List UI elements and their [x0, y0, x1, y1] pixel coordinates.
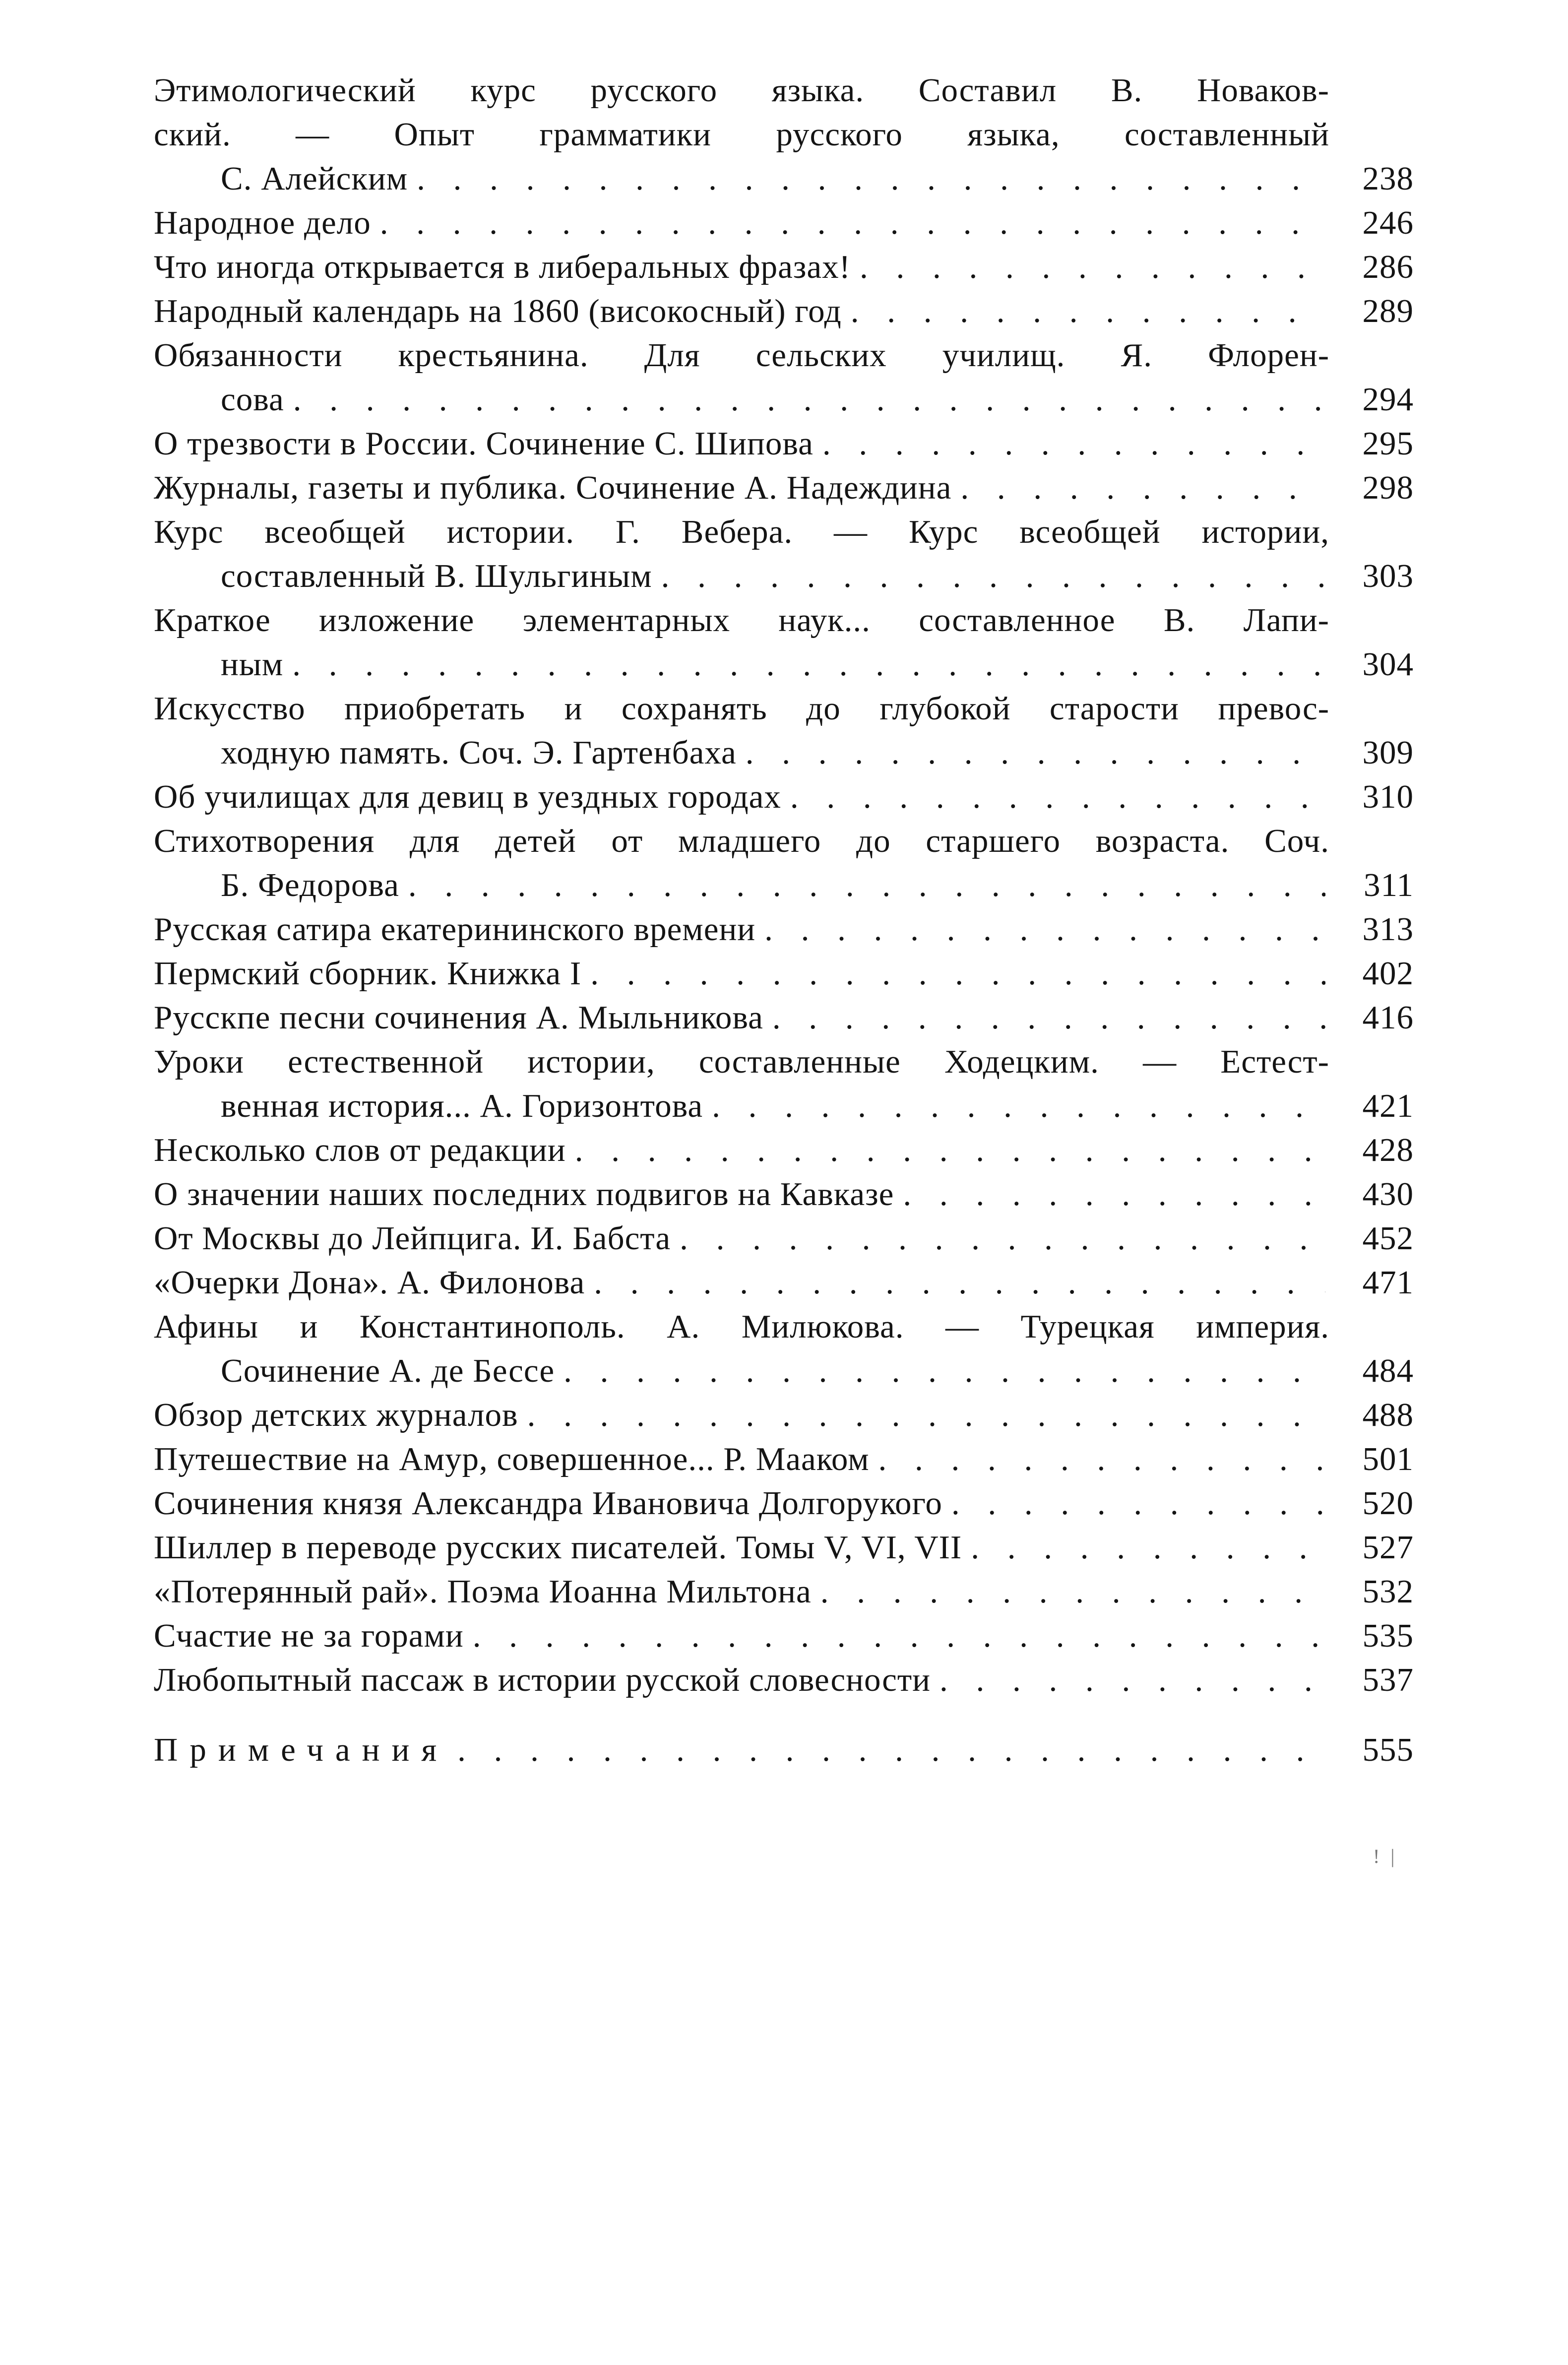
toc-entry-line: Искусство приобретать и сохранять до глубокой старости превос- [154, 690, 1329, 727]
toc-entry-title [154, 775, 1329, 819]
toc-entry-line: Стихотворения для детей от младшего до старшего возраста. Соч. [154, 823, 1329, 859]
dot-leader [457, 1728, 1325, 1772]
toc-entry-last-line [154, 1614, 1329, 1658]
toc-entry-page-number: 246 [1362, 204, 1414, 241]
toc-entry [154, 245, 1414, 289]
toc-entry-last-line [154, 642, 1329, 687]
toc-entry-last-line [154, 1128, 1329, 1172]
dot-leader [951, 1481, 1325, 1526]
toc-entry-page-number: 421 [1362, 1087, 1414, 1124]
toc-entry-line: ным [221, 646, 284, 683]
toc-entry-last-line [154, 201, 1329, 245]
dot-leader [860, 245, 1325, 289]
toc-entry-page-number: 535 [1362, 1617, 1414, 1654]
toc-entry-line: О значении наших последних подвигов на Кавказе [154, 1176, 894, 1213]
toc-entry-page-number: 304 [1362, 646, 1414, 683]
notes-line [154, 1728, 1329, 1772]
toc-entry-line: Б. Федорова [221, 867, 399, 903]
toc-entry-last-line [154, 863, 1329, 907]
toc-entry-title [154, 201, 1329, 245]
dot-leader [764, 907, 1325, 952]
toc-entry-last-line [154, 157, 1329, 201]
toc-entry-title [154, 1128, 1329, 1172]
toc-entry-line: Любопытный пассаж в истории русской словесности [154, 1662, 931, 1698]
dot-leader [822, 422, 1325, 466]
dot-leader [590, 952, 1325, 996]
toc-entry [154, 775, 1414, 819]
toc-entry-last-line [154, 466, 1329, 510]
toc-entry-last-line [154, 996, 1329, 1040]
toc-entry-title [154, 1570, 1329, 1614]
toc-entry [154, 687, 1414, 775]
toc-entry-line: Краткое изложение элементарных наук... составленное В. Лапи- [154, 602, 1329, 639]
toc-entry-page-number: 537 [1362, 1662, 1414, 1698]
toc-entry-title [154, 245, 1329, 289]
toc-entry-title [154, 1526, 1329, 1570]
toc-entry-last-line [154, 245, 1329, 289]
toc-entry [154, 201, 1414, 245]
toc-entry-line: ходную память. Соч. Э. Гартенбаха [221, 734, 737, 771]
toc-entry-title [154, 1658, 1329, 1702]
toc-entry-page-number: 532 [1362, 1573, 1414, 1610]
toc-entry [154, 1216, 1414, 1261]
toc-entry-line: Народный календарь на 1860 (високосный) год [154, 293, 842, 329]
toc-entry-page-number: 452 [1362, 1220, 1414, 1257]
toc-entry-line: Этимологический курс русского языка. Составил В. Новаков- [154, 72, 1329, 109]
toc-entry-title [154, 1216, 1329, 1261]
dot-leader [851, 289, 1325, 333]
toc-entry-title [154, 1261, 1329, 1305]
dot-leader [564, 1349, 1325, 1393]
toc-entry [154, 289, 1414, 333]
dot-leader [594, 1261, 1325, 1305]
toc-entry-line: составленный В. Шульгиным [221, 558, 652, 594]
toc-entry-title [154, 333, 1329, 422]
toc-entry-page-number: 501 [1362, 1441, 1414, 1477]
dot-leader [292, 642, 1325, 687]
toc-entry-last-line [154, 1658, 1329, 1702]
toc-entry-line: сова [221, 381, 284, 418]
toc-entry-line: Несколько слов от редакции [154, 1132, 566, 1168]
dot-leader [940, 1658, 1325, 1702]
toc-entry-title [154, 1437, 1329, 1481]
toc-entry-line: Сочинения князя Александра Ивановича Долгорукого [154, 1485, 942, 1522]
toc-entry-last-line [154, 289, 1329, 333]
toc-entry-title [154, 598, 1329, 687]
dot-leader [680, 1216, 1325, 1261]
toc-entry [154, 1614, 1414, 1658]
toc-entry [154, 1481, 1414, 1526]
toc-entry-last-line [154, 554, 1329, 598]
toc-entry-line: венная история... А. Горизонтова [221, 1087, 703, 1124]
toc-entry-line: Народное дело [154, 204, 371, 241]
dot-leader [878, 1437, 1325, 1481]
toc-entry-title [154, 68, 1329, 201]
toc-entry-last-line [154, 378, 1329, 422]
toc-entry-page-number: 402 [1362, 955, 1414, 992]
toc-entry-last-line [154, 1349, 1329, 1393]
toc-entry [154, 333, 1414, 422]
toc-entry-line: Афины и Константинополь. А. Милюкова. — Турецкая империя. [154, 1308, 1329, 1345]
dot-leader [380, 201, 1325, 245]
dot-leader [820, 1570, 1325, 1614]
toc-entry-page-number: 309 [1362, 734, 1414, 771]
toc-entry-title [154, 687, 1329, 775]
toc-entry-page-number: 527 [1362, 1529, 1414, 1566]
toc-entry [154, 1128, 1414, 1172]
toc-entry-page-number: 289 [1362, 293, 1414, 329]
dot-leader [960, 466, 1325, 510]
toc-entry-page-number: 471 [1362, 1264, 1414, 1301]
toc-entry-last-line [154, 1437, 1329, 1481]
dot-leader [661, 554, 1325, 598]
toc-entry [154, 598, 1414, 687]
toc-entry [154, 422, 1414, 466]
toc-entry [154, 1393, 1414, 1437]
toc-entry [154, 952, 1414, 996]
dot-leader [473, 1614, 1325, 1658]
toc-entry-page-number: 295 [1362, 425, 1414, 462]
margin-mark: ! | [1373, 1845, 1398, 1867]
toc-entry-title [154, 1481, 1329, 1526]
dot-leader [971, 1526, 1325, 1570]
toc-entries [154, 68, 1414, 1702]
toc-entry-last-line [154, 952, 1329, 996]
toc-entry-title [154, 819, 1329, 907]
toc-entry-line: Сочинение А. де Бессе [221, 1352, 555, 1389]
toc-entry-title [154, 422, 1329, 466]
toc-entry-page-number: 294 [1362, 381, 1414, 418]
toc-entry-title [154, 1305, 1329, 1393]
toc-entry-last-line [154, 1481, 1329, 1526]
toc-entry [154, 907, 1414, 952]
dot-leader [575, 1128, 1325, 1172]
toc-entry-last-line [154, 1393, 1329, 1437]
table-of-contents [154, 68, 1414, 1772]
toc-entry-line: Русская сатира екатерининского времени [154, 911, 756, 948]
toc-entry-line: Шиллер в переводе русских писателей. Томы V, VI, VII [154, 1529, 962, 1566]
toc-entry-title [154, 952, 1329, 996]
toc-entry-line: Что иногда открывается в либеральных фразах! [154, 249, 851, 285]
toc-entry-line: ский. — Опыт грамматики русского языка, составленный [154, 116, 1329, 153]
toc-entry-last-line [154, 1526, 1329, 1570]
toc-entry [154, 1172, 1414, 1216]
toc-entry-line: О трезвости в России. Сочинение С. Шипова [154, 425, 814, 462]
toc-entry-line: Курс всеобщей истории. Г. Вебера. — Курс всеобщей истории, [154, 513, 1329, 550]
toc-entry-page-number: 484 [1362, 1352, 1414, 1389]
toc-entry-line: Журналы, газеты и публика. Сочинение А. Надеждина [154, 469, 952, 506]
notes-entry [154, 1728, 1414, 1772]
toc-entry-page-number: 416 [1362, 999, 1414, 1036]
toc-entry-title [154, 510, 1329, 598]
toc-entry-last-line [154, 422, 1329, 466]
toc-entry-page-number: 286 [1362, 249, 1414, 285]
toc-entry-last-line [154, 1570, 1329, 1614]
dot-leader [712, 1084, 1325, 1128]
toc-entry [154, 1570, 1414, 1614]
toc-entry-line: С. Алейским [221, 160, 408, 197]
toc-entry-line: Счастие не за горами [154, 1617, 464, 1654]
dot-leader [293, 378, 1325, 422]
dot-leader [903, 1172, 1325, 1216]
toc-entry [154, 466, 1414, 510]
toc-entry-title [154, 1172, 1329, 1216]
dot-leader [772, 996, 1325, 1040]
toc-entry-line: Пермский сборник. Книжка I [154, 955, 582, 992]
toc-entry-title [154, 1040, 1329, 1128]
dot-leader [790, 775, 1325, 819]
toc-entry-line: Уроки естественной истории, составленные Ходецким. — Естест- [154, 1043, 1329, 1080]
toc-entry-page-number: 313 [1362, 911, 1414, 948]
dot-leader [527, 1393, 1325, 1437]
toc-entry-last-line [154, 1261, 1329, 1305]
toc-entry [154, 1261, 1414, 1305]
toc-entry-line: «Потерянный рай». Поэма Иоанна Мильтона [154, 1573, 812, 1610]
toc-entry-title [154, 996, 1329, 1040]
toc-entry-last-line [154, 1172, 1329, 1216]
notes-label: Примечания [154, 1731, 449, 1768]
toc-entry-page-number: 520 [1362, 1485, 1414, 1522]
toc-entry-line: Путешествие на Амур, совершенное... Р. Мааком [154, 1441, 870, 1477]
toc-entry-page-number: 430 [1362, 1176, 1414, 1213]
toc-entry-page-number: 298 [1362, 469, 1414, 506]
toc-entry-title [154, 907, 1329, 952]
toc-entry-line: Об училищах для девиц в уездных городах [154, 778, 781, 815]
toc-entry [154, 996, 1414, 1040]
toc-entry [154, 1040, 1414, 1128]
toc-entry [154, 1658, 1414, 1702]
dot-leader [746, 731, 1325, 775]
toc-entry-line: Обязанности крестьянина. Для сельских училищ. Я. Флорен- [154, 337, 1329, 374]
toc-entry-line: От Москвы до Лейпцига. И. Бабста [154, 1220, 671, 1257]
toc-entry-title [154, 1393, 1329, 1437]
toc-entry-page-number: 303 [1362, 558, 1414, 594]
dot-leader [417, 157, 1325, 201]
toc-entry-page-number: 428 [1362, 1132, 1414, 1168]
toc-entry-title [154, 466, 1329, 510]
toc-entry-page-number: 311 [1363, 867, 1414, 903]
toc-entry-page-number: 238 [1362, 160, 1414, 197]
toc-entry-last-line [154, 907, 1329, 952]
toc-entry-line: Русскпе песни сочинения А. Мыльникова [154, 999, 763, 1036]
notes-page-number: 555 [1362, 1731, 1414, 1768]
toc-entry [154, 510, 1414, 598]
toc-entry [154, 1305, 1414, 1393]
toc-entry-title [154, 289, 1329, 333]
toc-entry-page-number: 310 [1362, 778, 1414, 815]
toc-entry [154, 819, 1414, 907]
toc-entry-last-line [154, 731, 1329, 775]
toc-entry-title [154, 1614, 1329, 1658]
toc-entry-page-number: 488 [1362, 1397, 1414, 1433]
toc-entry-last-line [154, 775, 1329, 819]
toc-entry-last-line [154, 1084, 1329, 1128]
toc-entry [154, 68, 1414, 201]
toc-entry-line: Обзор детских журналов [154, 1397, 518, 1433]
toc-entry [154, 1526, 1414, 1570]
toc-entry-line: «Очерки Дона». А. Филонова [154, 1264, 585, 1301]
notes-text [154, 1728, 1329, 1772]
toc-entry-last-line [154, 1216, 1329, 1261]
toc-entry [154, 1437, 1414, 1481]
dot-leader [408, 863, 1325, 907]
